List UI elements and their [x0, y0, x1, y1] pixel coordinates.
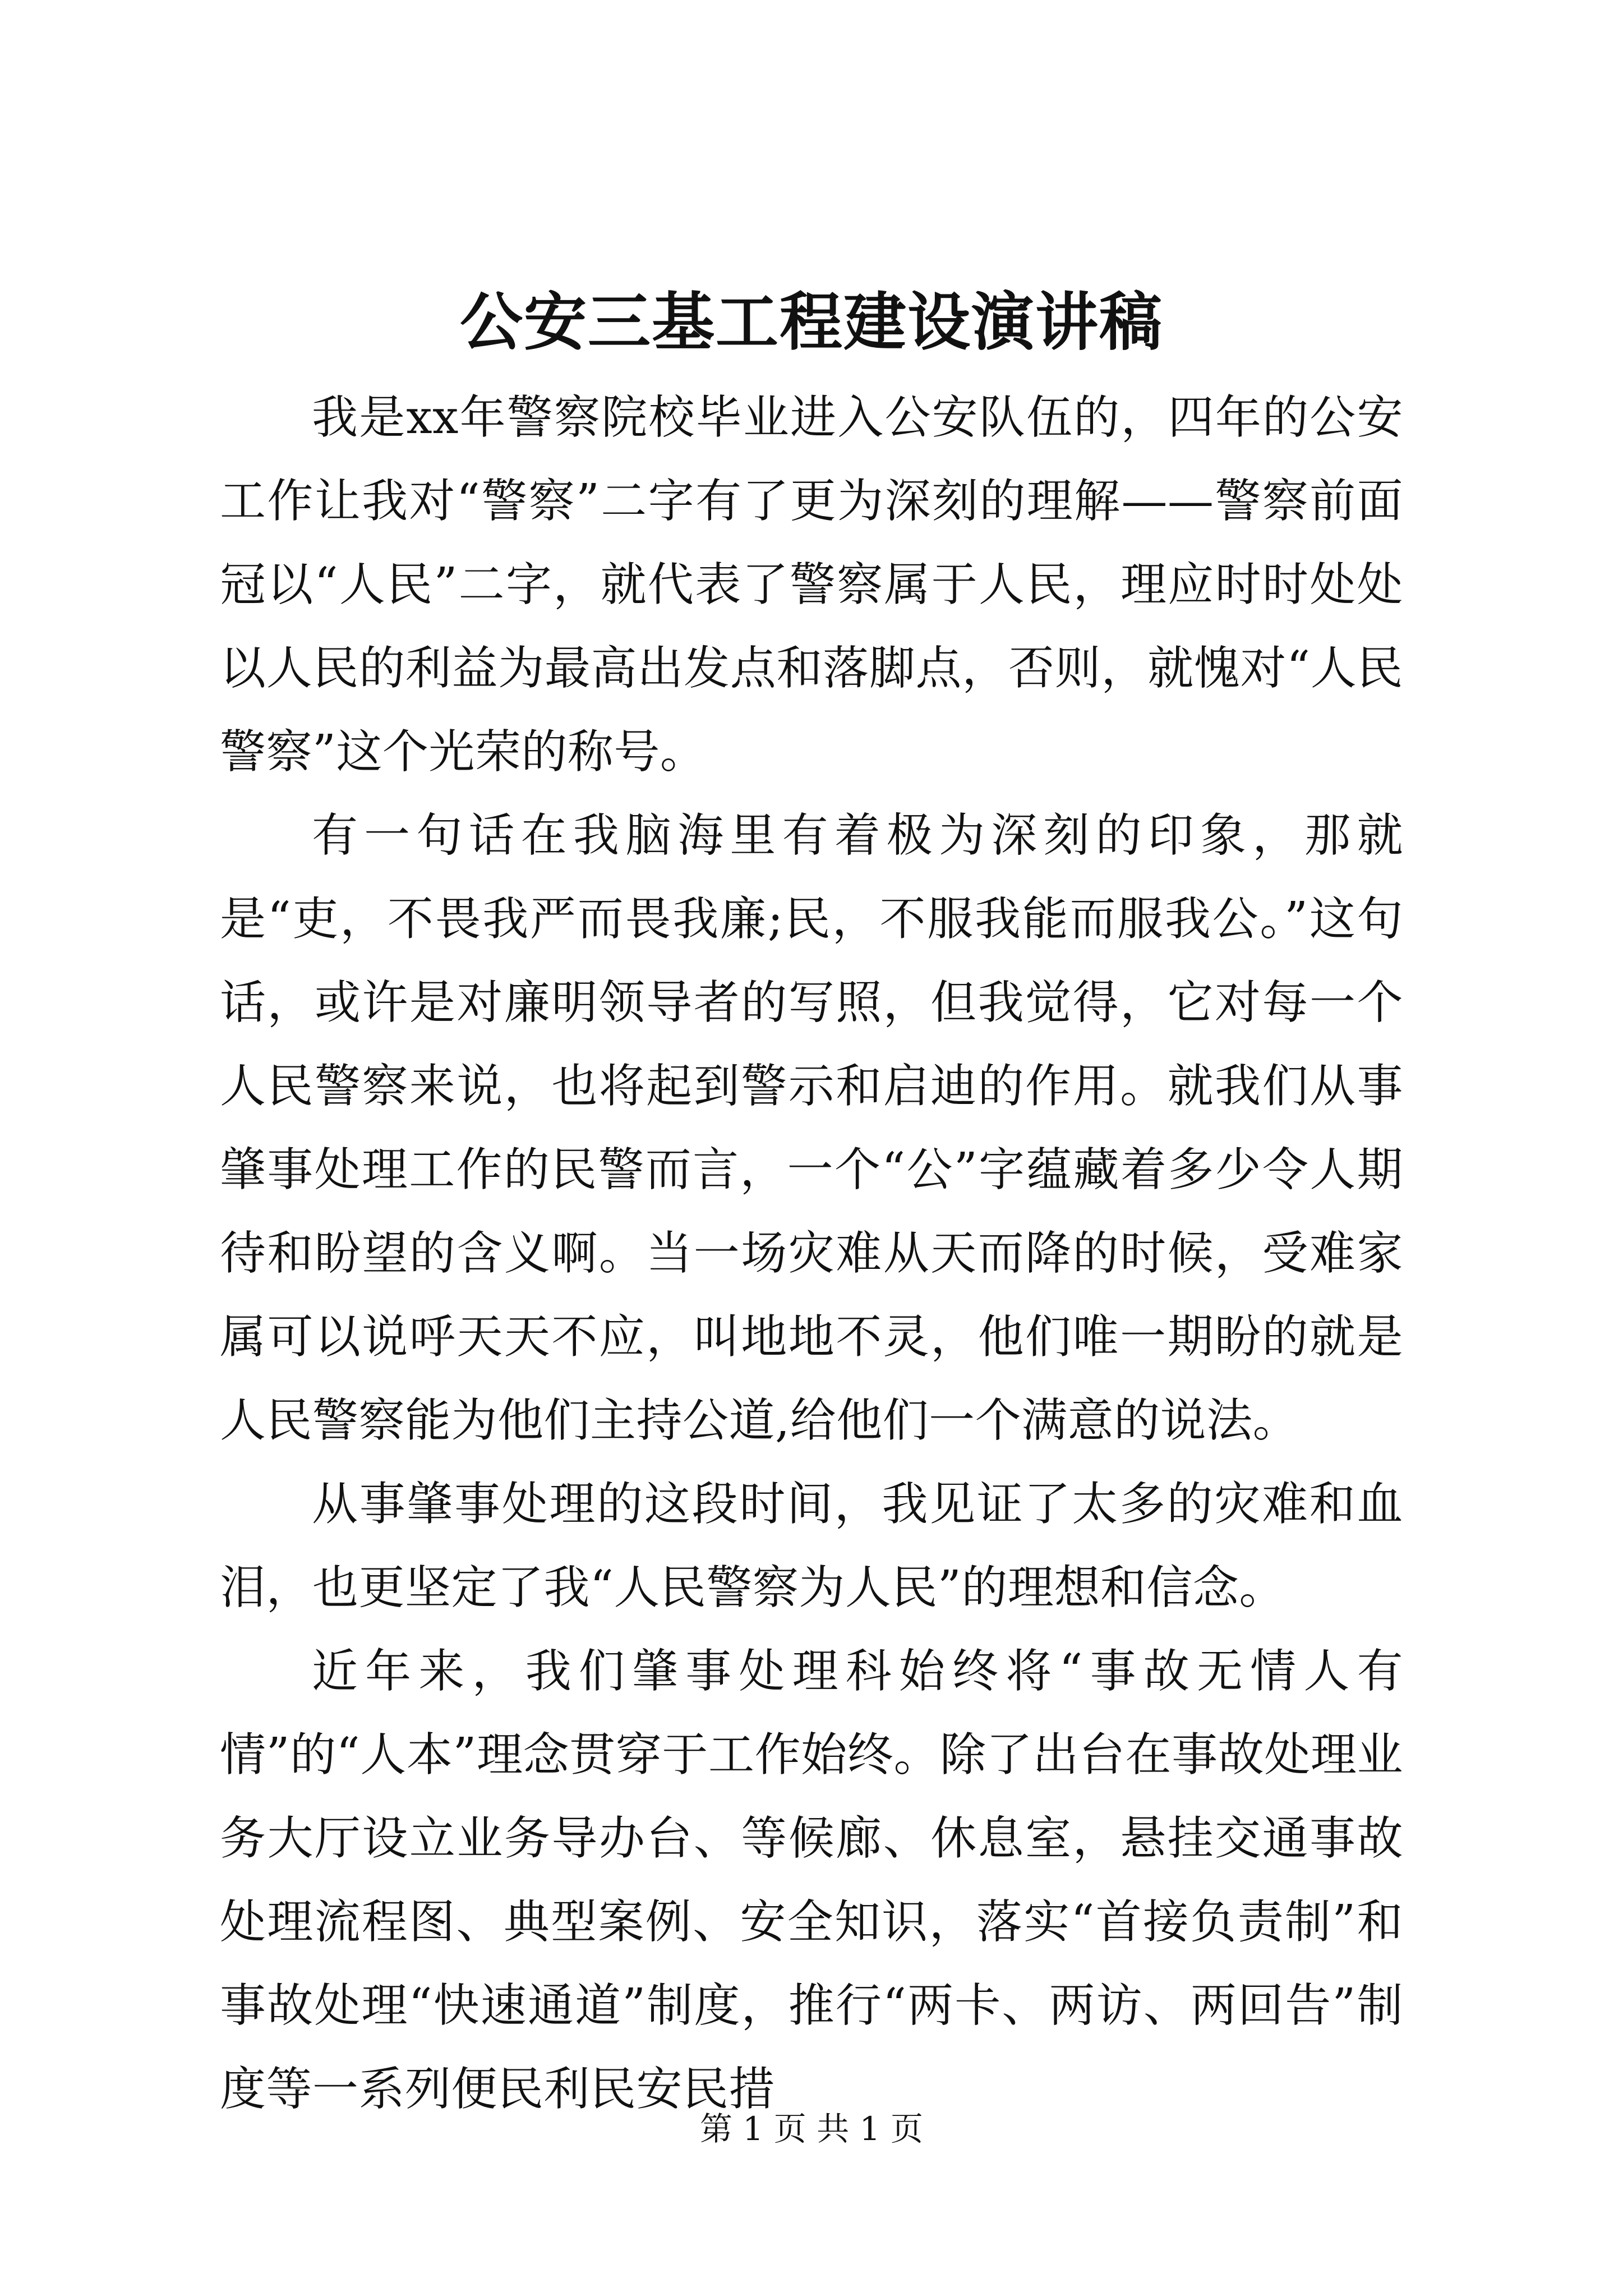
document-body	[220, 376, 1403, 2131]
page-footer: 第 1 页 共 1 页	[700, 2110, 923, 2148]
paragraph-2: 有一句话在我脑海里有着极为深刻的印象，那就是“吏，不畏我严而畏我廉;民，不服我能而服我公。”这句话，或许是对廉明领导者的写照，但我觉得，它对每一个人民警察来说，也将起到警示和启迪的作用。就我们从事肇事处理工作的民警而言，一个“公”字蕴藏着多少令人期待和盼望的含义啊。当一场灾难从天而降的时候，受难家属可以说呼天天不应，叫地地不灵，他们唯一期盼的就是人民警察能为他们主持公道,给他们一个满意的说法。	[220, 809, 1403, 1447]
document-title: 公安三基工程建设演讲稿	[460, 286, 1163, 359]
paragraph-1: 我是xx年警察院校毕业进入公安队伍的，四年的公安工作让我对“警察”二字有了更为深刻的理解——警察前面冠以“人民”二字，就代表了警察属于人民，理应时时处处以人民的利益为最高出发点和落脚点，否则，就愧对“人民警察”这个光荣的称号。	[220, 391, 1403, 779]
paragraph-3: 从事肇事处理的这段时间，我见证了太多的灾难和血泪，也更坚定了我“人民警察为人民”的理想和信念。	[220, 1478, 1403, 1614]
paragraph-4: 近年来，我们肇事处理科始终将“事故无情人有情”的“人本”理念贯穿于工作始终。除了出台在事故处理业务大厅设立业务导办台、等候廊、休息室，悬挂交通事故处理流程图、典型案例、安全知识，落实“首接负责制”和事故处理“快速通道”制度，推行“两卡、两访、两回告”制度等一系列便民利民安民措	[220, 1645, 1403, 2116]
